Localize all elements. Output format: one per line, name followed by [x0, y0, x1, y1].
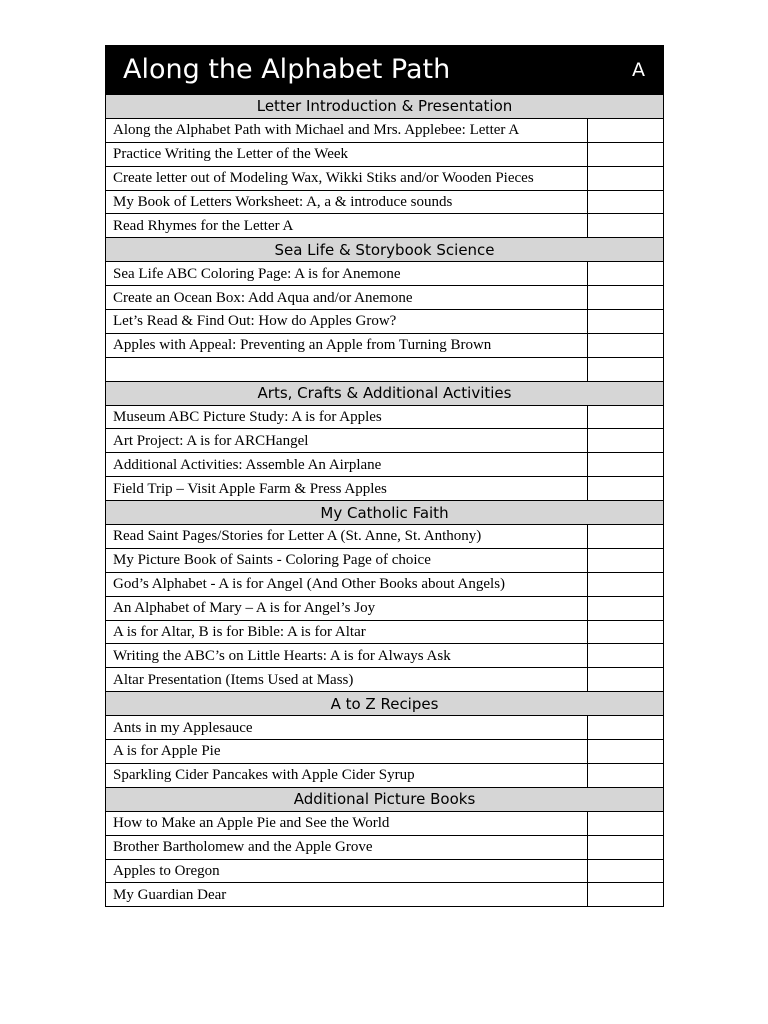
activity-text: Art Project: A is for ARCHangel [106, 429, 588, 453]
activity-text: Practice Writing the Letter of the Week [106, 142, 588, 166]
table-row [106, 333, 664, 357]
checkbox-cell[interactable] [588, 333, 664, 357]
activity-text: My Guardian Dear [106, 883, 588, 907]
activity-text: An Alphabet of Mary – A is for Angel’s Joy [106, 596, 588, 620]
table-row [106, 262, 664, 286]
section-header-row [106, 692, 664, 716]
activity-text: Ants in my Applesauce [106, 716, 588, 740]
activity-text: Sparkling Cider Pancakes with Apple Cider Syrup [106, 763, 588, 787]
table-row [106, 118, 664, 142]
checkbox-cell[interactable] [588, 142, 664, 166]
checkbox-cell[interactable] [588, 166, 664, 190]
checkbox-cell[interactable] [588, 596, 664, 620]
section-heading: Letter Introduction & Presentation [106, 95, 664, 119]
checkbox-cell[interactable] [588, 883, 664, 907]
checkbox-cell[interactable] [588, 548, 664, 572]
checklist-table [105, 45, 664, 907]
activity-text: Create letter out of Modeling Wax, Wikki Stiks and/or Wooden Pieces [106, 166, 588, 190]
activity-text: Sea Life ABC Coloring Page: A is for Anemone [106, 262, 588, 286]
table-row [106, 859, 664, 883]
activity-text: A is for Apple Pie [106, 740, 588, 764]
activity-text: Along the Alphabet Path with Michael and Mrs. Applebee: Letter A [106, 118, 588, 142]
checkbox-cell[interactable] [588, 405, 664, 429]
section-heading: Additional Picture Books [106, 787, 664, 811]
checkbox-cell[interactable] [588, 190, 664, 214]
table-row [106, 190, 664, 214]
table-row [106, 405, 664, 429]
section-heading: A to Z Recipes [106, 692, 664, 716]
table-row [106, 811, 664, 835]
table-row [106, 763, 664, 787]
checkbox-cell[interactable] [588, 118, 664, 142]
activity-text: Let’s Read & Find Out: How do Apples Grow? [106, 310, 588, 334]
activity-text: My Picture Book of Saints - Coloring Page of choice [106, 548, 588, 572]
table-row [106, 883, 664, 907]
section-header-row [106, 381, 664, 405]
table-row [106, 286, 664, 310]
checkbox-cell[interactable] [588, 214, 664, 238]
table-row [106, 142, 664, 166]
checkbox-cell[interactable] [588, 262, 664, 286]
checkbox-cell[interactable] [588, 620, 664, 644]
activity-text: Read Saint Pages/Stories for Letter A (St. Anne, St. Anthony) [106, 525, 588, 549]
checkbox-cell[interactable] [588, 859, 664, 883]
section-header-row [106, 95, 664, 119]
activity-text: Apples to Oregon [106, 859, 588, 883]
activity-text: Altar Presentation (Items Used at Mass) [106, 668, 588, 692]
table-row [106, 310, 664, 334]
title-letter: A [632, 59, 645, 81]
activity-text: How to Make an Apple Pie and See the World [106, 811, 588, 835]
activity-text [106, 357, 588, 381]
checkbox-cell[interactable] [588, 357, 664, 381]
table-row [106, 429, 664, 453]
section-header-row [106, 501, 664, 525]
checkbox-cell[interactable] [588, 644, 664, 668]
checkbox-cell[interactable] [588, 835, 664, 859]
table-row [106, 668, 664, 692]
activity-text: Museum ABC Picture Study: A is for Apples [106, 405, 588, 429]
checkbox-cell[interactable] [588, 525, 664, 549]
activity-text: Additional Activities: Assemble An Airplane [106, 453, 588, 477]
table-row [106, 166, 664, 190]
table-row [106, 620, 664, 644]
activity-text: God’s Alphabet - A is for Angel (And Other Books about Angels) [106, 572, 588, 596]
checkbox-cell[interactable] [588, 453, 664, 477]
activity-text: Apples with Appeal: Preventing an Apple from Turning Brown [106, 333, 588, 357]
activity-text: Create an Ocean Box: Add Aqua and/or Anemone [106, 286, 588, 310]
table-row [106, 214, 664, 238]
section-heading: My Catholic Faith [106, 501, 664, 525]
table-row [106, 740, 664, 764]
checkbox-cell[interactable] [588, 763, 664, 787]
checkbox-cell[interactable] [588, 740, 664, 764]
activity-text: Field Trip – Visit Apple Farm & Press Apples [106, 477, 588, 501]
section-heading: Sea Life & Storybook Science [106, 238, 664, 262]
table-row [106, 716, 664, 740]
page-title: Along the Alphabet Path [123, 54, 451, 85]
activity-text: Writing the ABC’s on Little Hearts: A is for Always Ask [106, 644, 588, 668]
table-row [106, 572, 664, 596]
activity-text: Brother Bartholomew and the Apple Grove [106, 835, 588, 859]
checkbox-cell[interactable] [588, 572, 664, 596]
table-row [106, 525, 664, 549]
checkbox-cell[interactable] [588, 668, 664, 692]
table-row [106, 357, 664, 381]
checkbox-cell[interactable] [588, 310, 664, 334]
table-row [106, 477, 664, 501]
table-row [106, 835, 664, 859]
checkbox-cell[interactable] [588, 429, 664, 453]
table-row [106, 453, 664, 477]
table-row [106, 596, 664, 620]
title-cell [106, 46, 664, 95]
table-row [106, 644, 664, 668]
checkbox-cell[interactable] [588, 477, 664, 501]
checklist-body [106, 46, 664, 907]
table-row [106, 548, 664, 572]
checkbox-cell[interactable] [588, 286, 664, 310]
section-header-row [106, 238, 664, 262]
section-heading: Arts, Crafts & Additional Activities [106, 381, 664, 405]
activity-text: My Book of Letters Worksheet: A, a & introduce sounds [106, 190, 588, 214]
title-row [106, 46, 664, 95]
activity-text: A is for Altar, B is for Bible: A is for Altar [106, 620, 588, 644]
checkbox-cell[interactable] [588, 716, 664, 740]
section-header-row [106, 787, 664, 811]
activity-text: Read Rhymes for the Letter A [106, 214, 588, 238]
checkbox-cell[interactable] [588, 811, 664, 835]
